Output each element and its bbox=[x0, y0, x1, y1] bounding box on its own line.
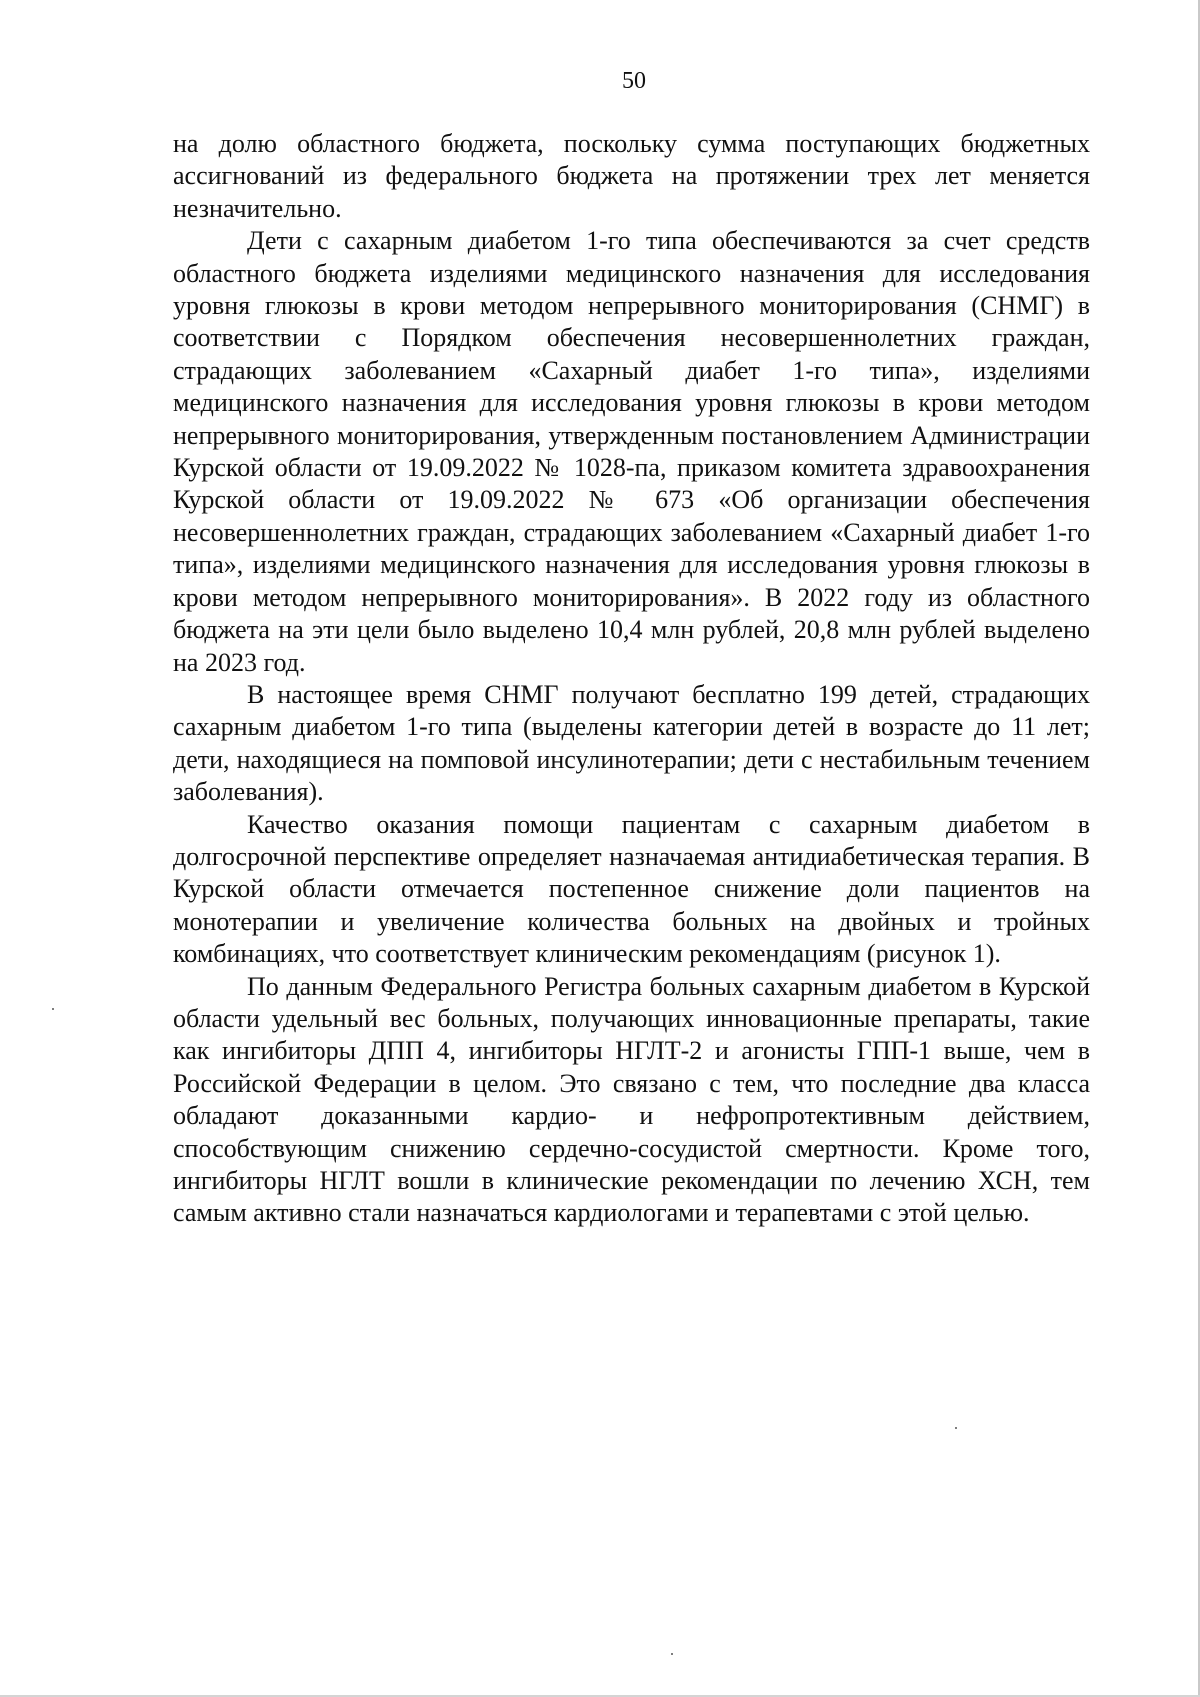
paragraph-therapy-quality: Качество оказания помощи пациентам с сахарным диабетом в долгосрочной перспективе определяет назначаемая антидиабетическая терапия. В Курской области отмечается постепенное снижение доли пациентов на монотерапии и увеличение количества больных на двойных и тройных комбинациях, что соответствует клиническим рекомендациям (рисунок 1). bbox=[173, 809, 1090, 969]
paragraph-cgm-recipients: В настоящее время СНМГ получают бесплатно 199 детей, страдающих сахарным диабетом 1-го типа (выделены категории детей в возрасте до 11 лет; дети, находящиеся на помповой инсулинотерапии; дети с нестабильным течением заболевания). bbox=[173, 679, 1090, 807]
scan-speck bbox=[955, 1427, 957, 1429]
document-body bbox=[173, 128, 1090, 1230]
paragraph-budget-continuation: на долю областного бюджета, поскольку сумма поступающих бюджетных ассигнований из федерального бюджета на протяжении трех лет меняется незначительно. bbox=[173, 129, 1090, 223]
scan-speck bbox=[52, 1008, 54, 1010]
scan-speck bbox=[671, 1653, 673, 1655]
paragraph-cgm-provision: Дети с сахарным диабетом 1-го типа обеспечиваются за счет средств областного бюджета изделиями медицинского назначения для исследования уровня глюкозы в крови методом непрерывного мониторирования (СНМГ) в соответствии с Порядком обеспечения несовершеннолетних граждан, страдающих заболеванием «Сахарный диабет 1-го типа», изделиями медицинского назначения для исследования уровня глюкозы в крови методом непрерывного мониторирования, утвержденным постановлением Администрации Курской области от 19.09.2022 № 1028-па, приказом комитета здравоохранения Курской области от 19.09.2022 № 673 «Об организации обеспечения несовершеннолетних граждан, страдающих заболеванием «Сахарный диабет 1-го типа», изделиями медицинского назначения для исследования уровня глюкозы в крови методом непрерывного мониторирования». В 2022 году из областного бюджета на эти цели было выделено 10,4 млн рублей, 20,8 млн рублей выделено на 2023 год. bbox=[173, 226, 1090, 677]
page-number: 50 bbox=[622, 68, 646, 94]
paragraph-federal-register: По данным Федерального Регистра больных сахарным диабетом в Курской области удельный вес больных, получающих инновационные препараты, такие как ингибиторы ДПП 4, ингибиторы НГЛТ-2 и агонисты ГПП-1 выше, чем в Российской Федерации в целом. Это связано с тем, что последние два класса обладают доказанными кардио- и нефропротективным действием, способствующим снижению сердечно-сосудистой смертности. Кроме того, ингибиторы НГЛТ вошли в клинические рекомендации по лечению ХСН, тем самым активно стали назначаться кардиологами и терапевтами с этой целью. bbox=[173, 971, 1090, 1228]
